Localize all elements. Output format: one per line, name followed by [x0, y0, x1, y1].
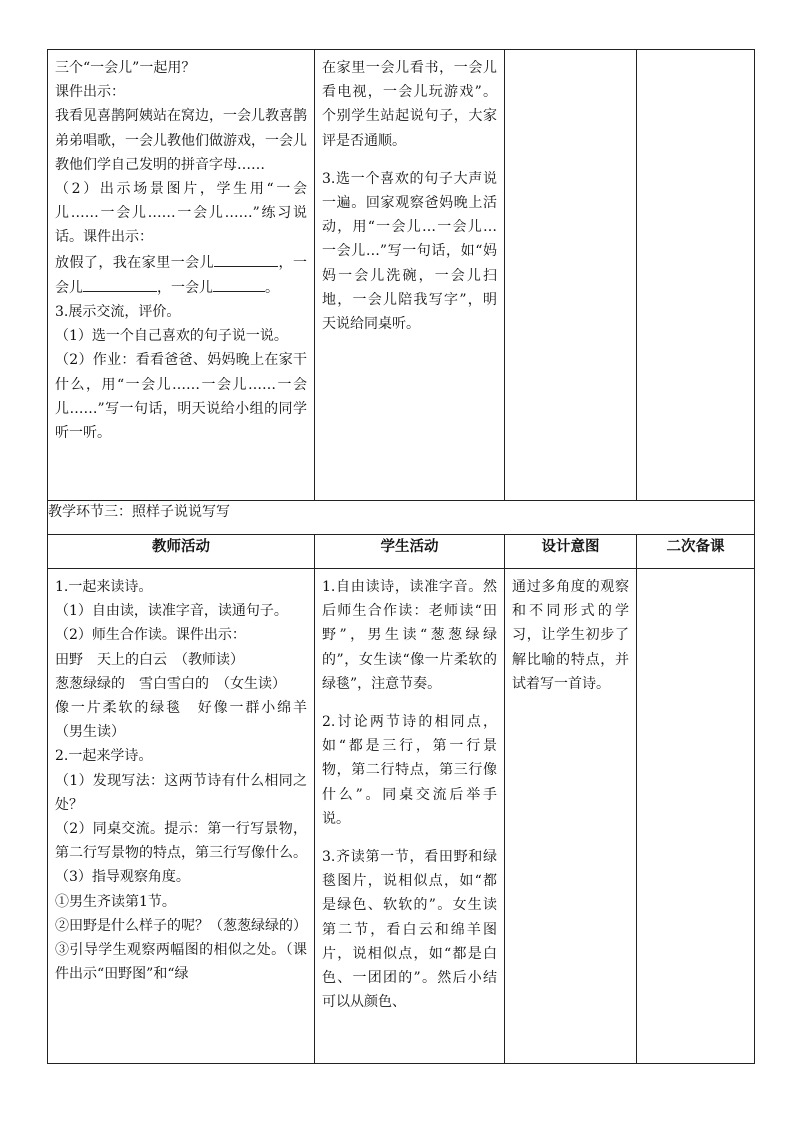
- teacher-text-line: （1）选一个自己喜欢的句子说一说。: [55, 328, 288, 345]
- fill-blank: [213, 275, 265, 292]
- teacher-text-line: （2）出示场景图片，学生用“一会儿……一会儿……一会儿……”练习说话。课件出示：: [55, 181, 307, 246]
- header-second-prep: 二次备课: [637, 535, 755, 569]
- second-prep-cell: [637, 50, 755, 501]
- student-activity-cell: [315, 50, 505, 501]
- teacher-text-line: （2）师生合作读。课件出示：: [55, 627, 246, 644]
- teacher-text-line: （1）自由读，读准字音，读通句子。: [55, 603, 288, 620]
- student-text-line: 3.齐读第一节，看田野和绿毯图片，说相似点，如“都是绿色、软软的”。女生读第二节，看白云和绵羊图片，说相似点，如“都是白色、一团团的”。然后小结可以从颜色、: [322, 849, 497, 1011]
- teacher-activity-cell: [48, 50, 315, 501]
- paragraph-gap: [322, 696, 497, 710]
- header-teacher-activity: 教师活动: [48, 535, 315, 569]
- fill-in-part: 。: [265, 279, 279, 296]
- design-intent-text: [505, 50, 636, 60]
- second-prep-text: [637, 569, 754, 579]
- paragraph-gap: [322, 153, 497, 167]
- teacher-text-line: 课件出示：: [55, 84, 125, 101]
- student-text-line: 2.讨论两节诗的相同点，如“都是三行，第一行景物，第二行特点，第三行像什么”。同桌交流后举手说。: [322, 714, 497, 827]
- second-prep-text: [637, 50, 754, 60]
- teacher-text-line: 我看见喜鹊阿姨站在窝边，一会儿教喜鹊弟弟唱歌，一会儿教他们做游戏，一会儿教他们学自己发明的拼音字母……: [55, 108, 307, 173]
- header-design-intent: 设计意图: [505, 535, 637, 569]
- fill-in-part: ，一会儿: [157, 279, 213, 296]
- design-intent-text: 通过多角度的观察和不同形式的学习，让学生初步了解比喻的特点，并试着写一首诗。: [512, 579, 629, 692]
- teacher-text-line: 3.展示交流，评价。: [55, 304, 181, 321]
- teacher-text-line: ②田野是什么样子的呢？（葱葱绿绿的）: [55, 917, 307, 934]
- paragraph-gap: [322, 831, 497, 845]
- teacher-activity-cell: [48, 569, 321, 1064]
- teacher-text-line: ③引导学生观察两幅图的相似之处。（课件出示“田野图”和“绿: [55, 942, 307, 983]
- teacher-text-line: ①男生齐读第1节。: [55, 893, 176, 910]
- fill-in-part: 放假了，我在家里一会儿: [55, 254, 215, 271]
- teacher-text-line: （2）同桌交流。提示：第一行写景物，第二行写景物的特点，第三行写像什么。: [55, 821, 307, 862]
- design-intent-cell: [505, 569, 637, 1064]
- poem-line: 像一片柔软的绿毯 好像一群小绵羊 （男生读）: [55, 700, 321, 741]
- section-title: 教学环节三：照样子说说写写: [48, 501, 755, 535]
- header-student-activity: 学生活动: [315, 535, 505, 569]
- teacher-text-line: （3）指导观察角度。: [55, 869, 190, 886]
- fill-in-sentence: [55, 250, 307, 300]
- continued-activity-row: [48, 50, 755, 501]
- second-prep-cell: [637, 569, 755, 1064]
- student-text-line: 1.自由读诗，读准字音。然后师生合作读：老师读“田野”，男生读“葱葱绿绿的”，女生读“像一片柔软的绿毯”，注意节奏。: [322, 579, 497, 692]
- section-title-row: [48, 501, 755, 535]
- fill-blank: [214, 250, 278, 267]
- student-text-line: 在家里一会儿看书，一会儿看电视，一会儿玩游戏”。个别学生站起说句子，大家评是否通顺。: [322, 60, 497, 149]
- teacher-text-line: 2.一起来学诗。: [55, 748, 153, 765]
- teacher-text-line: （2）作业：看看爸爸、妈妈晚上在家干什么，用“一会儿……一会儿……一会儿……”写一句话，明天说给小组的同学听一听。: [55, 352, 307, 442]
- design-intent-cell: [505, 50, 637, 501]
- fill-in-part: ，一会儿: [55, 254, 308, 296]
- lesson-plan-table: [47, 49, 755, 1064]
- fill-blank: [83, 275, 157, 292]
- poem-activity-row: [48, 569, 755, 1064]
- teacher-text-line: （1）发现写法：这两节诗有什么相同之处？: [55, 772, 307, 813]
- header-row: [48, 535, 755, 569]
- poem-line: 田野 天上的白云 （教师读）: [55, 651, 244, 668]
- poem-line: 葱葱绿绿的 雪白雪白的 （女生读）: [55, 675, 286, 692]
- student-activity-cell: [315, 569, 505, 1064]
- teacher-text-line: 三个“一会儿”一起用？: [55, 60, 196, 76]
- teacher-text-line: 1.一起来读诗。: [55, 579, 153, 595]
- student-text-line: 3.选一个喜欢的句子大声说一遍。回家观察爸妈晚上活动，用“一会儿…一会儿…一会儿…”写一句话，如“妈妈一会儿洗碗，一会儿扫地，一会儿陪我写字”，明天说给同桌听。: [322, 170, 497, 333]
